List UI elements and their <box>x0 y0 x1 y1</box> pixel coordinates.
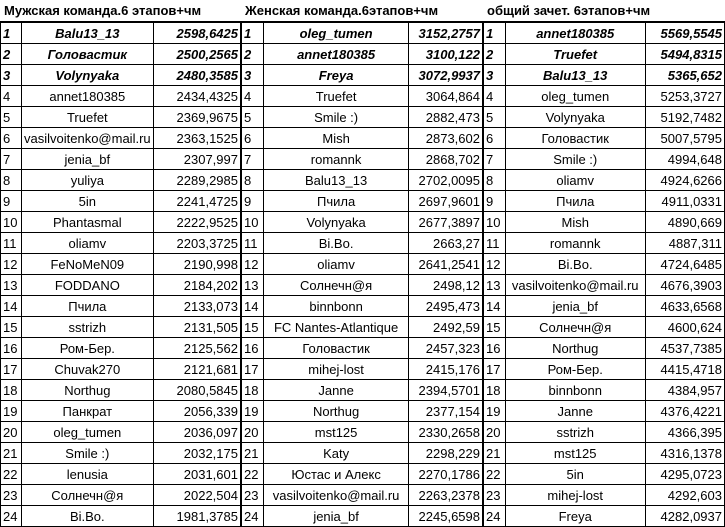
name-cell[interactable]: vasilvoitenko@mail.ru <box>263 485 408 506</box>
name-cell[interactable]: jenia_bf <box>22 149 154 170</box>
rank-cell[interactable]: 10 <box>242 212 264 233</box>
table-row <box>242 170 483 191</box>
table-row <box>1 443 241 464</box>
table-row <box>242 191 483 212</box>
table-row <box>242 506 483 527</box>
score-cell[interactable]: 2031,601 <box>153 464 240 485</box>
score-cell[interactable]: 2369,9675 <box>153 107 240 128</box>
score-cell[interactable]: 2307,997 <box>153 149 240 170</box>
name-cell[interactable]: Northug <box>263 401 408 422</box>
name-cell[interactable]: Phantasmal <box>22 212 154 233</box>
rank-cell[interactable]: 12 <box>242 254 264 275</box>
score-cell[interactable]: 2394,5701 <box>409 380 483 401</box>
score-cell[interactable]: 4537,7385 <box>645 338 724 359</box>
rank-cell[interactable]: 8 <box>1 170 22 191</box>
table-row <box>1 422 241 443</box>
table-row <box>242 254 483 275</box>
table-row <box>484 359 725 380</box>
name-cell[interactable]: annet180385 <box>505 23 645 44</box>
table-row <box>484 149 725 170</box>
score-cell[interactable]: 2263,2378 <box>409 485 483 506</box>
table-row <box>484 380 725 401</box>
score-cell[interactable]: 2882,473 <box>409 107 483 128</box>
table-row <box>1 275 241 296</box>
table-row <box>1 464 241 485</box>
rank-cell[interactable]: 17 <box>484 359 506 380</box>
score-cell[interactable]: 2298,229 <box>409 443 483 464</box>
score-cell[interactable]: 2415,176 <box>409 359 483 380</box>
name-cell[interactable]: vasilvoitenko@mail.ru <box>505 275 645 296</box>
table-row <box>1 338 241 359</box>
score-cell[interactable]: 2677,3897 <box>409 212 483 233</box>
rank-cell[interactable]: 6 <box>242 128 264 149</box>
score-cell[interactable]: 4600,624 <box>645 317 724 338</box>
table-row <box>484 233 725 254</box>
ranking-block-1 <box>0 0 241 527</box>
name-cell[interactable]: Volynyaka <box>263 212 408 233</box>
name-cell[interactable]: mihej-lost <box>505 485 645 506</box>
name-cell[interactable]: Northug <box>505 338 645 359</box>
name-cell[interactable]: Головастик <box>22 44 154 65</box>
rank-cell[interactable]: 18 <box>242 380 264 401</box>
score-cell[interactable]: 2702,0095 <box>409 170 483 191</box>
score-cell[interactable]: 5494,8315 <box>645 44 724 65</box>
table-row <box>242 44 483 65</box>
table-row <box>484 422 725 443</box>
table-row <box>1 191 241 212</box>
ranking-table-title: Женская команда.6этапов+чм <box>241 0 483 22</box>
table-row <box>242 212 483 233</box>
score-cell[interactable]: 2125,562 <box>153 338 240 359</box>
name-cell[interactable]: Bi.Bo. <box>22 506 154 527</box>
name-cell[interactable]: binnbonn <box>263 296 408 317</box>
table-row <box>242 149 483 170</box>
score-cell[interactable]: 3064,864 <box>409 86 483 107</box>
rank-cell[interactable]: 6 <box>1 128 22 149</box>
table-row <box>242 107 483 128</box>
ranking-table <box>0 22 241 527</box>
rank-cell[interactable]: 12 <box>1 254 22 275</box>
rank-cell[interactable]: 20 <box>242 422 264 443</box>
rank-cell[interactable]: 17 <box>1 359 22 380</box>
table-row <box>484 86 725 107</box>
score-cell[interactable]: 2434,4325 <box>153 86 240 107</box>
rank-cell[interactable]: 1 <box>242 23 264 44</box>
rank-cell[interactable]: 2 <box>242 44 264 65</box>
table-row <box>1 317 241 338</box>
name-cell[interactable]: Bi.Bo. <box>263 233 408 254</box>
rank-cell[interactable]: 9 <box>242 191 264 212</box>
rank-cell[interactable]: 12 <box>484 254 506 275</box>
score-cell[interactable]: 4724,6485 <box>645 254 724 275</box>
table-row <box>1 380 241 401</box>
name-cell[interactable]: Volynyaka <box>22 65 154 86</box>
rank-cell[interactable]: 3 <box>484 65 506 86</box>
name-cell[interactable]: Солнечн@я <box>22 485 154 506</box>
rank-cell[interactable]: 1 <box>1 23 22 44</box>
score-cell[interactable]: 4633,6568 <box>645 296 724 317</box>
score-cell[interactable]: 2492,59 <box>409 317 483 338</box>
name-cell[interactable]: Janne <box>263 380 408 401</box>
score-cell[interactable]: 2190,998 <box>153 254 240 275</box>
name-cell[interactable]: Ром-Бер. <box>505 359 645 380</box>
table-row <box>242 338 483 359</box>
score-cell[interactable]: 2868,702 <box>409 149 483 170</box>
score-cell[interactable]: 5007,5795 <box>645 128 724 149</box>
score-cell[interactable]: 2133,073 <box>153 296 240 317</box>
score-cell[interactable]: 3072,9937 <box>409 65 483 86</box>
rank-cell[interactable]: 10 <box>1 212 22 233</box>
rank-cell[interactable]: 19 <box>1 401 22 422</box>
name-cell[interactable]: annet180385 <box>22 86 154 107</box>
rank-cell[interactable]: 17 <box>242 359 264 380</box>
name-cell[interactable]: Northug <box>22 380 154 401</box>
score-cell[interactable]: 2641,2541 <box>409 254 483 275</box>
rank-cell[interactable]: 15 <box>484 317 506 338</box>
table-row <box>242 422 483 443</box>
name-cell[interactable]: FeNoMeN09 <box>22 254 154 275</box>
score-cell[interactable]: 4384,957 <box>645 380 724 401</box>
name-cell[interactable]: Солнечн@я <box>263 275 408 296</box>
ranking-block-2 <box>241 0 483 527</box>
name-cell[interactable]: romannk <box>505 233 645 254</box>
rank-cell[interactable]: 20 <box>484 422 506 443</box>
ranking-table <box>241 22 483 527</box>
score-cell[interactable]: 2289,2985 <box>153 170 240 191</box>
rank-cell[interactable]: 21 <box>484 443 506 464</box>
score-cell[interactable]: 2184,202 <box>153 275 240 296</box>
table-row <box>1 170 241 191</box>
table-row <box>242 296 483 317</box>
table-row <box>1 86 241 107</box>
rank-cell[interactable]: 21 <box>242 443 264 464</box>
score-cell[interactable]: 3152,2757 <box>409 23 483 44</box>
table-row <box>1 359 241 380</box>
name-cell[interactable]: annet180385 <box>263 44 408 65</box>
score-cell[interactable]: 2363,1525 <box>153 128 240 149</box>
name-cell[interactable]: vasilvoitenko@mail.ru <box>22 128 154 149</box>
table-row <box>484 23 725 44</box>
score-cell[interactable]: 5569,5545 <box>645 23 724 44</box>
rank-cell[interactable]: 5 <box>242 107 264 128</box>
name-cell[interactable]: jenia_bf <box>505 296 645 317</box>
score-cell[interactable]: 2245,6598 <box>409 506 483 527</box>
score-cell[interactable]: 1981,3785 <box>153 506 240 527</box>
name-cell[interactable]: Truefet <box>505 44 645 65</box>
name-cell[interactable]: Chuvak270 <box>22 359 154 380</box>
table-row <box>1 233 241 254</box>
name-cell[interactable]: Katy <box>263 443 408 464</box>
name-cell[interactable]: binnbonn <box>505 380 645 401</box>
rank-cell[interactable]: 11 <box>1 233 22 254</box>
rank-cell[interactable]: 23 <box>484 485 506 506</box>
table-row <box>242 401 483 422</box>
score-cell[interactable]: 2330,2658 <box>409 422 483 443</box>
score-cell[interactable]: 2032,175 <box>153 443 240 464</box>
rank-cell[interactable]: 11 <box>242 233 264 254</box>
name-cell[interactable]: Bi.Bo. <box>505 254 645 275</box>
ranking-block-3 <box>483 0 725 527</box>
rank-cell[interactable]: 9 <box>1 191 22 212</box>
table-row <box>1 107 241 128</box>
table-row <box>242 128 483 149</box>
name-cell[interactable]: Панкрат <box>22 401 154 422</box>
rank-cell[interactable]: 4 <box>1 86 22 107</box>
rank-cell[interactable]: 5 <box>484 107 506 128</box>
name-cell[interactable]: 5in <box>505 464 645 485</box>
table-row <box>484 506 725 527</box>
table-row <box>242 275 483 296</box>
table-row <box>242 443 483 464</box>
name-cell[interactable]: Mish <box>505 212 645 233</box>
score-cell[interactable]: 4292,603 <box>645 485 724 506</box>
table-row <box>484 485 725 506</box>
score-cell[interactable]: 5365,652 <box>645 65 724 86</box>
score-cell[interactable]: 2500,2565 <box>153 44 240 65</box>
name-cell[interactable]: oleg_tumen <box>22 422 154 443</box>
name-cell[interactable]: jenia_bf <box>263 506 408 527</box>
score-cell[interactable]: 2080,5845 <box>153 380 240 401</box>
rank-cell[interactable]: 8 <box>242 170 264 191</box>
table-row <box>1 149 241 170</box>
rank-cell[interactable]: 13 <box>242 275 264 296</box>
rank-cell[interactable]: 13 <box>484 275 506 296</box>
rank-cell[interactable]: 24 <box>1 506 22 527</box>
table-row <box>1 65 241 86</box>
name-cell[interactable]: sstrizh <box>505 422 645 443</box>
table-row <box>242 86 483 107</box>
table-row <box>1 506 241 527</box>
table-row <box>484 296 725 317</box>
rank-cell[interactable]: 10 <box>484 212 506 233</box>
table-row <box>484 275 725 296</box>
table-row <box>242 65 483 86</box>
table-row <box>242 317 483 338</box>
rank-cell[interactable]: 19 <box>484 401 506 422</box>
rank-cell[interactable]: 2 <box>1 44 22 65</box>
score-cell[interactable]: 2598,6425 <box>153 23 240 44</box>
rank-cell[interactable]: 24 <box>242 506 264 527</box>
score-cell[interactable]: 4676,3903 <box>645 275 724 296</box>
score-cell[interactable]: 2457,323 <box>409 338 483 359</box>
name-cell[interactable]: Пчила <box>263 191 408 212</box>
score-cell[interactable]: 2022,504 <box>153 485 240 506</box>
rank-cell[interactable]: 5 <box>1 107 22 128</box>
rank-cell[interactable]: 7 <box>242 149 264 170</box>
name-cell[interactable]: oliamv <box>22 233 154 254</box>
score-cell[interactable]: 4890,669 <box>645 212 724 233</box>
rank-cell[interactable]: 14 <box>484 296 506 317</box>
score-cell[interactable]: 2495,473 <box>409 296 483 317</box>
table-row <box>484 401 725 422</box>
name-cell[interactable]: mst125 <box>263 422 408 443</box>
score-cell[interactable]: 4924,6266 <box>645 170 724 191</box>
rank-cell[interactable]: 14 <box>1 296 22 317</box>
rank-cell[interactable]: 18 <box>1 380 22 401</box>
score-cell[interactable]: 4295,0723 <box>645 464 724 485</box>
table-row <box>484 317 725 338</box>
table-row <box>484 212 725 233</box>
rank-cell[interactable]: 24 <box>484 506 506 527</box>
rank-cell[interactable]: 4 <box>484 86 506 107</box>
name-cell[interactable]: oleg_tumen <box>263 23 408 44</box>
table-row <box>1 212 241 233</box>
rank-cell[interactable]: 23 <box>1 485 22 506</box>
name-cell[interactable]: Balu13_13 <box>263 170 408 191</box>
rank-cell[interactable]: 23 <box>242 485 264 506</box>
name-cell[interactable]: oliamv <box>263 254 408 275</box>
rank-cell[interactable]: 2 <box>484 44 506 65</box>
table-row <box>1 296 241 317</box>
table-row <box>484 338 725 359</box>
name-cell[interactable]: oleg_tumen <box>505 86 645 107</box>
rank-cell[interactable]: 3 <box>1 65 22 86</box>
rank-cell[interactable]: 22 <box>242 464 264 485</box>
score-cell[interactable]: 2131,505 <box>153 317 240 338</box>
table-row <box>484 44 725 65</box>
name-cell[interactable]: Janne <box>505 401 645 422</box>
rank-cell[interactable]: 19 <box>242 401 264 422</box>
score-cell[interactable]: 2480,3585 <box>153 65 240 86</box>
rank-cell[interactable]: 13 <box>1 275 22 296</box>
rank-cell[interactable]: 1 <box>484 23 506 44</box>
name-cell[interactable]: mihej-lost <box>263 359 408 380</box>
rank-cell[interactable]: 11 <box>484 233 506 254</box>
name-cell[interactable]: Ром-Бер. <box>22 338 154 359</box>
name-cell[interactable]: Freya <box>263 65 408 86</box>
score-cell[interactable]: 2121,681 <box>153 359 240 380</box>
name-cell[interactable]: Freya <box>505 506 645 527</box>
score-cell[interactable]: 4994,648 <box>645 149 724 170</box>
rank-cell[interactable]: 9 <box>484 191 506 212</box>
table-row <box>242 359 483 380</box>
name-cell[interactable]: Balu13_13 <box>505 65 645 86</box>
name-cell[interactable]: Головастик <box>505 128 645 149</box>
table-row <box>484 254 725 275</box>
score-cell[interactable]: 2241,4725 <box>153 191 240 212</box>
score-cell[interactable]: 2873,602 <box>409 128 483 149</box>
rank-cell[interactable]: 15 <box>242 317 264 338</box>
name-cell[interactable]: Пчила <box>22 296 154 317</box>
table-row <box>484 443 725 464</box>
score-cell[interactable]: 2697,9601 <box>409 191 483 212</box>
name-cell[interactable]: mst125 <box>505 443 645 464</box>
score-cell[interactable]: 4316,1378 <box>645 443 724 464</box>
rank-cell[interactable]: 22 <box>484 464 506 485</box>
name-cell[interactable]: FC Nantes-Atlantique <box>263 317 408 338</box>
rank-cell[interactable]: 20 <box>1 422 22 443</box>
rank-cell[interactable]: 18 <box>484 380 506 401</box>
ranking-table-title: общий зачет. 6этапов+чм <box>483 0 725 22</box>
score-cell[interactable]: 4911,0331 <box>645 191 724 212</box>
name-cell[interactable]: yuliya <box>22 170 154 191</box>
rank-cell[interactable]: 6 <box>484 128 506 149</box>
rank-cell[interactable]: 16 <box>484 338 506 359</box>
table-row <box>1 485 241 506</box>
score-cell[interactable]: 2663,27 <box>409 233 483 254</box>
table-row <box>484 65 725 86</box>
table-row <box>484 170 725 191</box>
name-cell[interactable]: Солнечн@я <box>505 317 645 338</box>
name-cell[interactable]: Головастик <box>263 338 408 359</box>
rank-cell[interactable]: 8 <box>484 170 506 191</box>
table-row <box>1 44 241 65</box>
rank-cell[interactable]: 14 <box>242 296 264 317</box>
score-cell[interactable]: 2270,1786 <box>409 464 483 485</box>
table-row <box>1 254 241 275</box>
score-cell[interactable]: 4282,0937 <box>645 506 724 527</box>
score-cell[interactable]: 5192,7482 <box>645 107 724 128</box>
table-row <box>1 128 241 149</box>
name-cell[interactable]: sstrizh <box>22 317 154 338</box>
name-cell[interactable]: Smile :) <box>22 443 154 464</box>
rank-cell[interactable]: 22 <box>1 464 22 485</box>
rank-cell[interactable]: 4 <box>242 86 264 107</box>
name-cell[interactable]: Smile :) <box>505 149 645 170</box>
score-cell[interactable]: 4415,4718 <box>645 359 724 380</box>
name-cell[interactable]: Volynyaka <box>505 107 645 128</box>
name-cell[interactable]: Пчила <box>505 191 645 212</box>
name-cell[interactable]: 5in <box>22 191 154 212</box>
rank-cell[interactable]: 7 <box>484 149 506 170</box>
name-cell[interactable]: lenusia <box>22 464 154 485</box>
name-cell[interactable]: Smile :) <box>263 107 408 128</box>
score-cell[interactable]: 2056,339 <box>153 401 240 422</box>
table-row <box>1 401 241 422</box>
rank-cell[interactable]: 7 <box>1 149 22 170</box>
table-row <box>242 23 483 44</box>
table-row <box>1 23 241 44</box>
ranking-table-title: Мужская команда.6 этапов+чм <box>0 0 241 22</box>
score-cell[interactable]: 2036,097 <box>153 422 240 443</box>
name-cell[interactable]: Balu13_13 <box>22 23 154 44</box>
name-cell[interactable]: Truefet <box>22 107 154 128</box>
score-cell[interactable]: 2377,154 <box>409 401 483 422</box>
name-cell[interactable]: FODDANO <box>22 275 154 296</box>
name-cell[interactable]: Truefet <box>263 86 408 107</box>
score-cell[interactable]: 2203,3725 <box>153 233 240 254</box>
score-cell[interactable]: 4887,311 <box>645 233 724 254</box>
table-row <box>484 128 725 149</box>
rank-cell[interactable]: 3 <box>242 65 264 86</box>
table-row <box>242 485 483 506</box>
table-row <box>484 464 725 485</box>
table-row <box>242 464 483 485</box>
rank-cell[interactable]: 15 <box>1 317 22 338</box>
table-row <box>242 233 483 254</box>
score-cell[interactable]: 4376,4221 <box>645 401 724 422</box>
table-row <box>484 191 725 212</box>
table-row <box>484 107 725 128</box>
score-cell[interactable]: 2222,9525 <box>153 212 240 233</box>
ranking-table <box>483 22 725 527</box>
score-cell[interactable]: 4366,395 <box>645 422 724 443</box>
rank-cell[interactable]: 16 <box>242 338 264 359</box>
name-cell[interactable]: Юстас и Алекс <box>263 464 408 485</box>
table-row <box>242 380 483 401</box>
rank-cell[interactable]: 21 <box>1 443 22 464</box>
score-cell[interactable]: 2498,12 <box>409 275 483 296</box>
name-cell[interactable]: Mish <box>263 128 408 149</box>
name-cell[interactable]: oliamv <box>505 170 645 191</box>
name-cell[interactable]: romannk <box>263 149 408 170</box>
score-cell[interactable]: 3100,122 <box>409 44 483 65</box>
score-cell[interactable]: 5253,3727 <box>645 86 724 107</box>
rank-cell[interactable]: 16 <box>1 338 22 359</box>
